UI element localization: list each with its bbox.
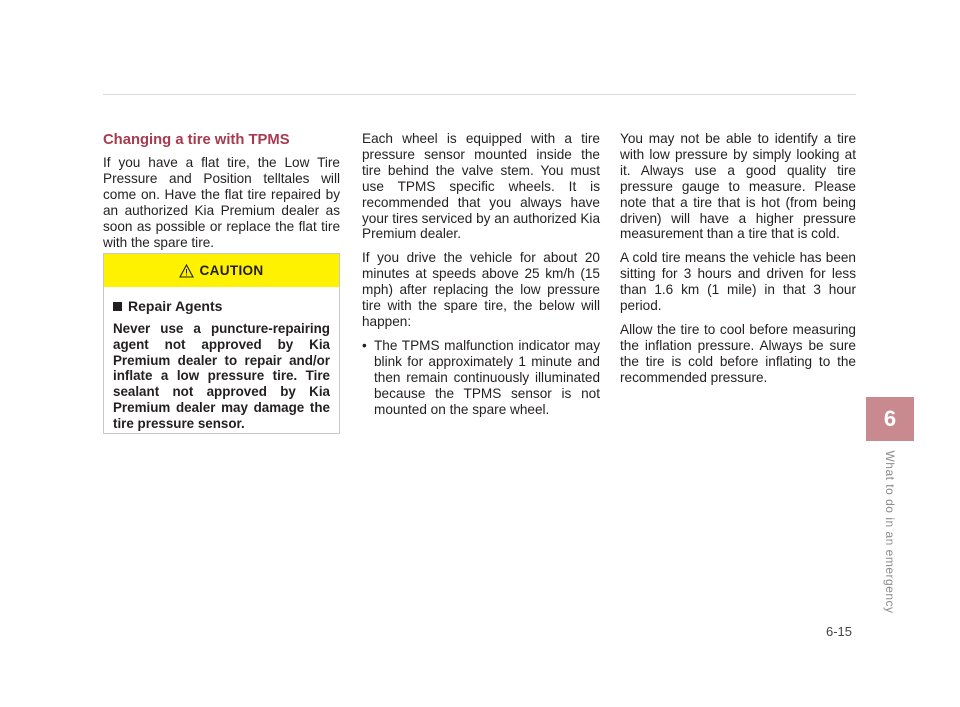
square-bullet-icon [113, 302, 122, 311]
caution-body [104, 287, 339, 432]
cold-tire-paragraph: A cold tire means the vehicle has been sitting for 3 hours and driven for less than 1.6 km (1 mile) in that 3 hour period. [620, 250, 856, 314]
bullet-text: The TPMS malfunction indicator may blink for approximately 1 minute and then remain continuously illuminated because the TPMS sensor is not mounted on the spare wheel. [374, 337, 600, 417]
caution-subtitle [113, 298, 330, 314]
sensor-paragraph: Each wheel is equipped with a tire pressure sensor mounted inside the tire behind the valve stem. You must use TPMS specific wheels. It is recommended that you always have your tires serviced by an authorized Kia Premium dealer. [362, 131, 601, 242]
warning-triangle-icon [179, 264, 194, 278]
pressure-check-paragraph: You may not be able to identify a tire with low pressure by simply looking at it. Always use a good quality tire pressure gauge to measure. Please note that a tire that is hot (from being driven) will have a higher pressure measurement than a tire that is cold. [620, 131, 856, 242]
column-middle [362, 131, 600, 417]
intro-paragraph: If you have a flat tire, the Low Tire Pressure and Position telltales will come on. Have the flat tire repaired by an authorized Kia Premium dealer as soon as possible or replace the flat tire with the spare tire. [103, 155, 340, 250]
chapter-tab [866, 397, 914, 441]
caution-header [104, 254, 339, 287]
spare-tire-paragraph: If you drive the vehicle for about 20 minutes at speeds above 25 km/h (15 mph) after replacing the low pressure tire with the spare tire, the below will happen: [362, 250, 600, 329]
caution-label: CAUTION [199, 263, 264, 278]
chapter-number: 6 [883, 406, 897, 431]
bullet-item [362, 338, 600, 418]
page-number: 6-15 [826, 624, 853, 639]
caution-subtitle-text: Repair Agents [128, 298, 223, 314]
section-title: Changing a tire with TPMS [103, 132, 290, 148]
bullet-mark: • [362, 337, 367, 353]
cooling-paragraph: Allow the tire to cool before measuring the inflation pressure. Always be sure the tire is cold before inflating to the recommended pressure. [620, 321, 856, 385]
caution-box [103, 253, 340, 434]
chapter-title: What to do in an emergency [883, 450, 897, 614]
column-right [620, 131, 856, 394]
column-left [103, 131, 340, 258]
caution-text: Never use a puncture-repairing agent not approved by Kia Premium dealer to repair and/or inflate a low pressure tire. Tire sealant not approved by Kia Premium dealer may damage the tire pressure sensor. [113, 321, 330, 431]
top-divider [103, 94, 856, 95]
